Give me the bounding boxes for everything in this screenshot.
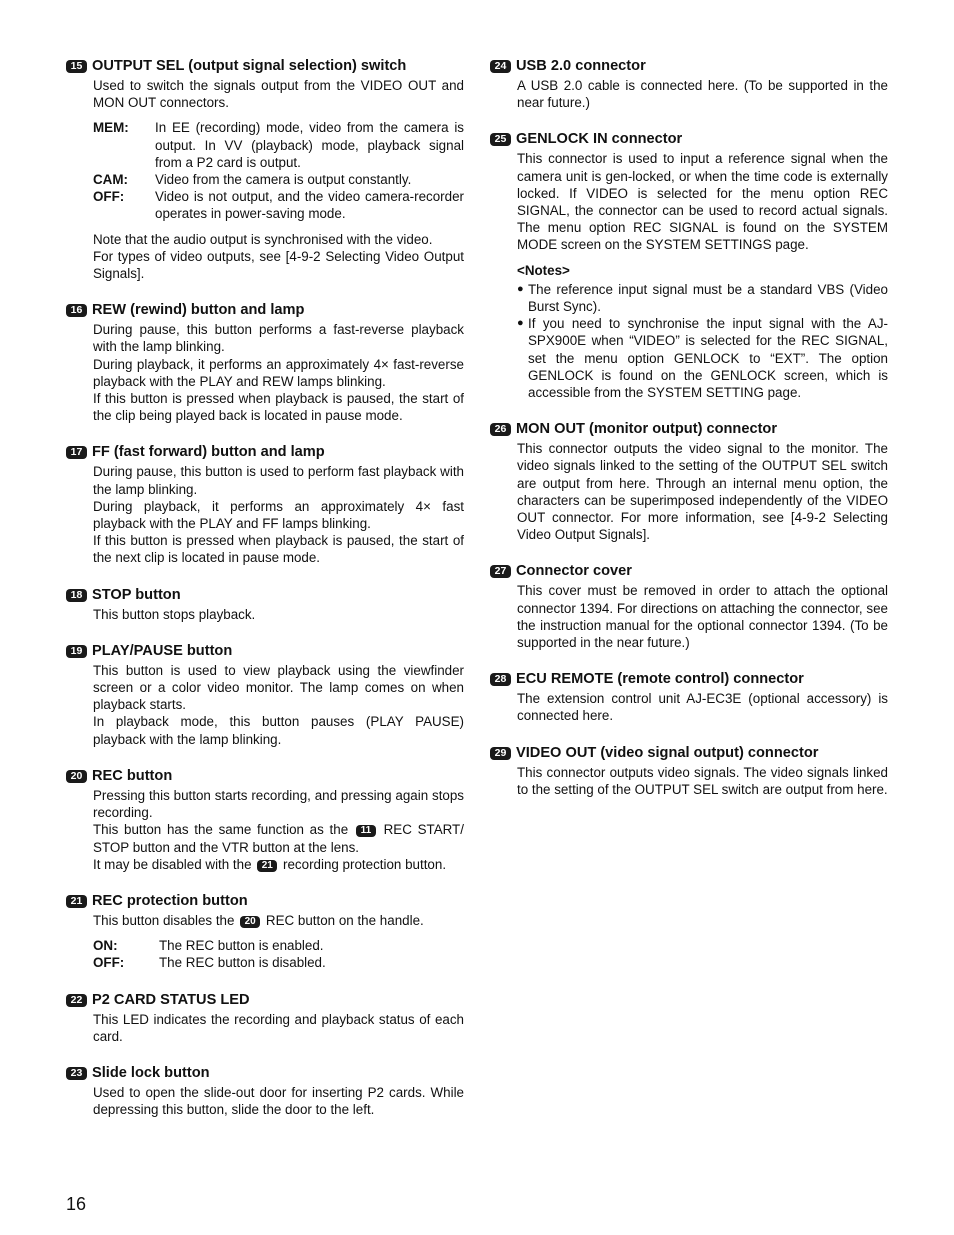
section-title: PLAY/PAUSE button: [92, 642, 233, 659]
section-title: P2 CARD STATUS LED: [92, 991, 250, 1008]
note-text: If you need to synchronise the input signal with the AJ-SPX900E when “VIDEO” is selected for the REC SIGNAL, set the menu option GENLOCK to “EXT”. The option GENLOCK is found on the GENLOCK screen, which is accessible from the SYSTEM SETTING page.: [528, 316, 888, 401]
text-run: REC START/ STOP button and the VTR button at the lens.: [93, 822, 464, 855]
description: In EE (recording) mode, video from the camera is output. In VV (playback) mode, playback signal from a P2 card is output.: [155, 120, 464, 170]
paragraph: This connector outputs the video signal to the monitor. The video signals linked to the setting of the OUTPUT SEL switch are output from here. Through an internal menu option, the characters can be superimposed independently of the VIDEO OUT connector. For more information, see [4-9-2 Selecting Video Output Signals].: [517, 441, 888, 543]
section-heading: [490, 420, 888, 439]
definition-list: [93, 119, 464, 222]
section-heading: [490, 57, 888, 76]
paragraph: Pressing this button starts recording, and pressing again stops recording.: [93, 787, 464, 821]
paragraph: This connector outputs video signals. The video signals linked to the setting of the OUTPUT SEL switch are output from here.: [517, 764, 888, 797]
section-title: REW (rewind) button and lamp: [92, 302, 305, 319]
paragraph: Note that the audio output is synchronised with the video.: [93, 231, 433, 247]
paragraph: The extension control unit AJ-EC3E (optional accessory) is connected here.: [517, 691, 888, 724]
section-title: MON OUT (monitor output) connector: [516, 421, 778, 438]
section-heading: [66, 57, 464, 76]
section-title: VIDEO OUT (video signal output) connector: [516, 744, 819, 761]
section-title: Slide lock button: [92, 1064, 210, 1081]
paragraph: This button stops playback.: [93, 606, 256, 622]
item-reference-badge: 20: [240, 916, 260, 928]
paragraph: Used to switch the signals output from the VIDEO OUT and MON OUT connectors.: [93, 78, 464, 111]
notes-heading: <Notes>: [517, 262, 570, 278]
text-run: This button disables the: [93, 912, 235, 928]
section-mon-out-connector: [490, 420, 888, 543]
item-number-badge: 28: [490, 673, 511, 686]
right-column: [490, 57, 888, 817]
item-reference-badge: 11: [356, 825, 376, 837]
term: OFF:: [93, 955, 125, 971]
item-number-badge: 25: [490, 133, 511, 146]
paragraph: During pause, this button performs a fast-reverse playback with the lamp blinking.: [93, 322, 464, 355]
section-title: ECU REMOTE (remote control) connector: [516, 671, 804, 688]
page-number: 16: [66, 1194, 87, 1214]
item-number-badge: 24: [490, 60, 511, 73]
section-title: REC button: [92, 767, 173, 784]
text-run: recording protection button.: [283, 856, 447, 872]
section-heading: [66, 767, 464, 786]
term: OFF:: [93, 189, 125, 205]
section-rew-button: [66, 301, 464, 424]
paragraph: [93, 912, 464, 929]
paragraph: A USB 2.0 cable is connected here. (To be supported in the near future.): [517, 78, 888, 111]
paragraph: This button is used to view playback using the viewfinder screen or a color video monitor. The lamp comes on when playback starts.: [93, 662, 464, 713]
section-heading: [490, 670, 888, 689]
section-heading: [490, 562, 888, 581]
term: MEM:: [93, 120, 129, 136]
definition-list: [93, 937, 464, 971]
section-heading: [66, 1064, 464, 1083]
section-video-out-connector: [490, 744, 888, 798]
text-run: REC button on the handle.: [265, 912, 424, 928]
paragraph: If this button is pressed when playback is paused, the start of the clip being played back is located in pause mode.: [93, 391, 464, 424]
paragraph: During pause, this button is used to perform fast playback with the lamp blinking.: [93, 464, 464, 497]
item-number-badge: 15: [66, 60, 87, 73]
item-reference-badge: 21: [257, 860, 277, 872]
paragraph: If this button is pressed when playback is paused, the start of the next clip is located in pause mode.: [93, 533, 464, 566]
item-number-badge: 19: [66, 645, 87, 658]
section-title: FF (fast forward) button and lamp: [92, 444, 325, 461]
section-rec-button: [66, 767, 464, 873]
section-stop-button: [66, 586, 464, 623]
section-title: GENLOCK IN connector: [516, 131, 683, 148]
section-heading: [66, 642, 464, 661]
note-item: [517, 281, 888, 315]
note-text: The reference input signal must be a standard VBS (Video Burst Sync).: [528, 281, 888, 315]
section-heading: [490, 744, 888, 763]
paragraph: During playback, it performs an approximately 4× fast-reverse playback with the PLAY and REW lamps blinking.: [93, 356, 464, 389]
note-item: [517, 315, 888, 401]
item-number-badge: 20: [66, 770, 87, 783]
section-heading: [490, 130, 888, 149]
section-title: STOP button: [92, 586, 181, 603]
section-output-sel: [66, 57, 464, 282]
paragraph: In playback mode, this button pauses (PLAY PAUSE) playback with the lamp blinking.: [93, 714, 464, 747]
term: ON:: [93, 938, 118, 954]
item-number-badge: 22: [66, 994, 87, 1007]
section-ecu-remote-connector: [490, 670, 888, 724]
item-number-badge: 26: [490, 423, 511, 436]
item-number-badge: 18: [66, 589, 87, 602]
paragraph: Used to open the slide-out door for inserting P2 cards. While depressing this button, slide the door to the left.: [93, 1084, 464, 1118]
section-title: USB 2.0 connector: [516, 58, 646, 74]
section-genlock-in-connector: [490, 130, 888, 401]
section-title: Connector cover: [516, 563, 632, 580]
item-number-badge: 21: [66, 895, 87, 908]
section-heading: [66, 586, 464, 605]
section-p2-card-status-led: [66, 991, 464, 1045]
description: The REC button is disabled.: [159, 955, 326, 971]
description: Video from the camera is output constantly.: [155, 172, 412, 188]
description: The REC button is enabled.: [159, 938, 324, 954]
paragraph: This cover must be removed in order to attach the optional connector 1394. For directions on attaching the connector, see the instruction manual for the optional connector 1394. (To be supported in the near future.): [517, 583, 888, 651]
paragraph: [93, 821, 464, 855]
section-heading: [66, 991, 464, 1010]
bullet-icon: ●: [517, 317, 524, 330]
paragraph: This LED indicates the recording and playback status of each card.: [93, 1011, 464, 1044]
paragraph: [93, 856, 464, 873]
section-connector-cover: [490, 562, 888, 651]
section-heading: [66, 892, 464, 911]
item-number-badge: 17: [66, 446, 87, 459]
section-title: REC protection button: [92, 892, 248, 909]
section-title: OUTPUT SEL (output signal selection) switch: [92, 58, 407, 74]
section-heading: [66, 443, 464, 462]
section-ff-button: [66, 443, 464, 566]
item-number-badge: 16: [66, 304, 87, 317]
section-slide-lock-button: [66, 1064, 464, 1118]
text-run: It may be disabled with the: [93, 856, 252, 872]
section-rec-protection-button: [66, 892, 464, 972]
term: CAM:: [93, 172, 128, 188]
bullet-icon: ●: [517, 282, 524, 295]
item-number-badge: 29: [490, 747, 511, 760]
text-run: This button has the same function as the: [93, 822, 349, 838]
paragraph: For types of video outputs, see [4-9-2 Selecting Video Output Signals].: [93, 248, 464, 282]
left-column: [66, 57, 464, 1137]
section-heading: [66, 301, 464, 320]
section-usb-connector: [490, 57, 888, 111]
paragraph: During playback, it performs an approximately 4× fast playback with the PLAY and FF lamps blinking.: [93, 498, 464, 532]
item-number-badge: 23: [66, 1067, 87, 1080]
description: Video is not output, and the video camera-recorder operates in power-saving mode.: [155, 189, 464, 222]
section-play-pause-button: [66, 642, 464, 748]
paragraph: This connector is used to input a reference signal when the camera unit is gen-locked, or when the time code is externally locked. If VIDEO is selected for the menu option REC SIGNAL, the connector can be used to record actual signals. The menu option REC SIGNAL is found on the SYSTEM MODE screen on the SYSTEM SETTINGS page.: [517, 151, 888, 253]
item-number-badge: 27: [490, 565, 511, 578]
